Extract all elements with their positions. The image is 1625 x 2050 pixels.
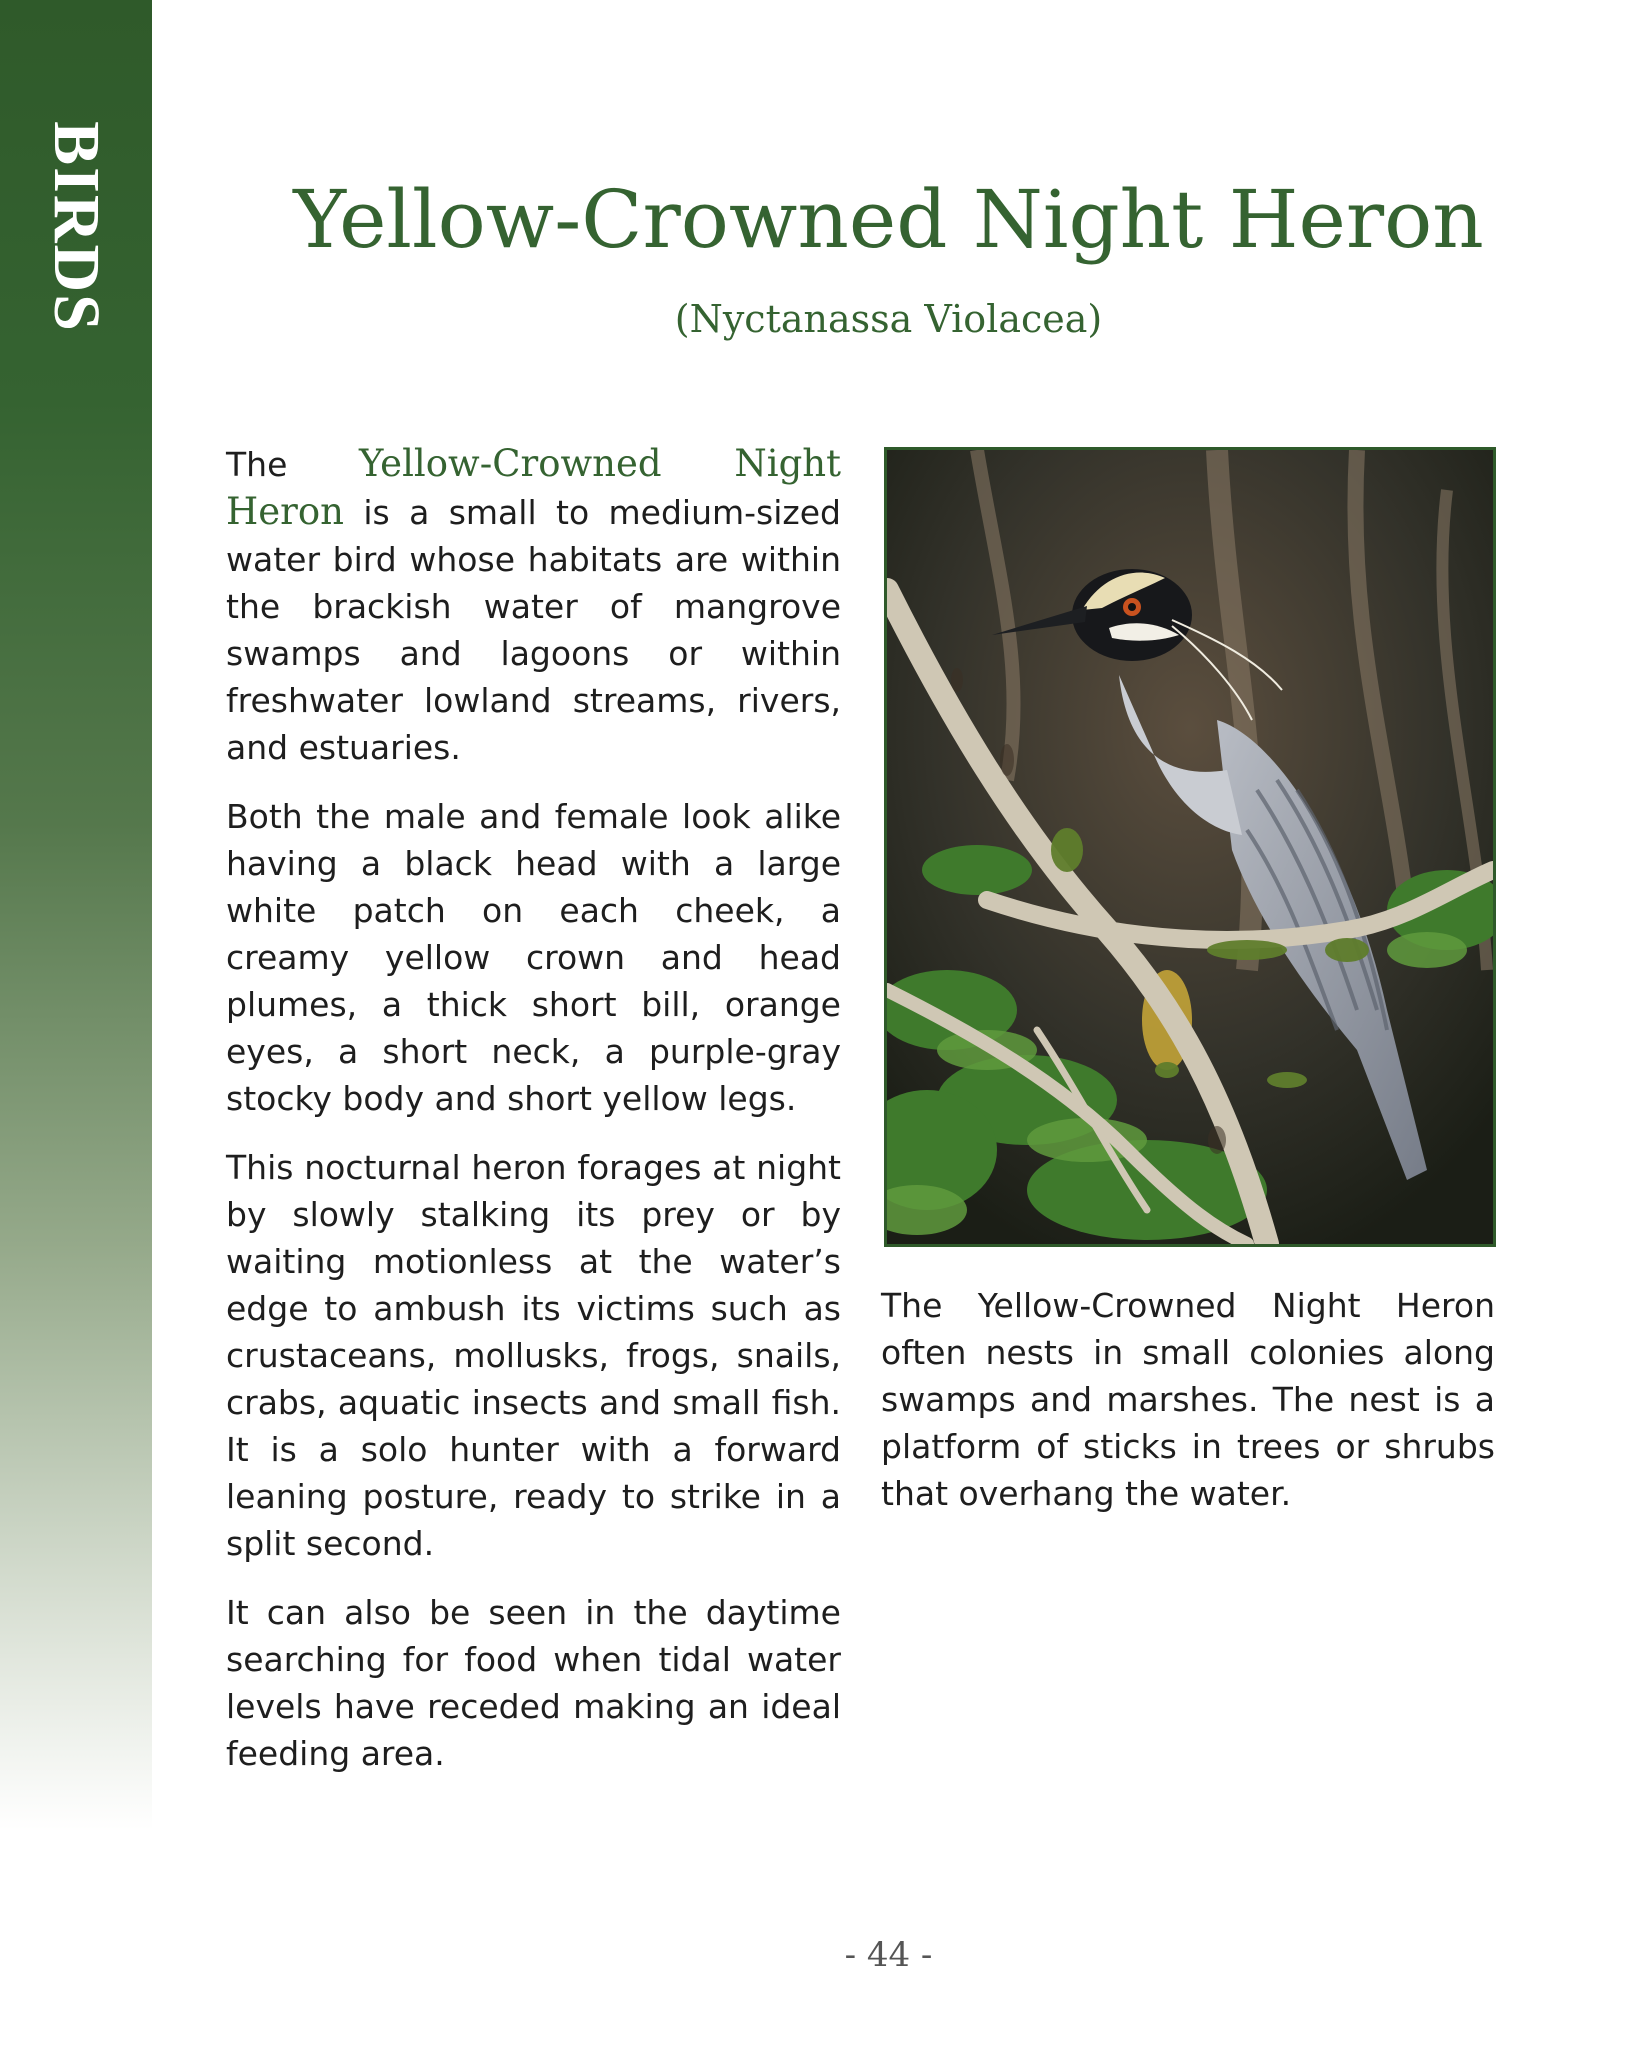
intro-paragraph	[226, 440, 841, 771]
section-label-container	[35, 121, 117, 333]
page-number: - 44 -	[844, 1935, 933, 1975]
species-name-highlight: Yellow-Crowned Night Heron	[226, 442, 841, 533]
section-sidebar	[0, 0, 152, 1830]
heron-photo	[884, 447, 1496, 1247]
article-body	[226, 440, 841, 1799]
foraging-paragraph: This nocturnal heron forages at night by slowly stalking its prey or by waiting motionless at the water’s edge to ambush its victims such as crustaceans, mollusks, frogs, snails, crabs, aquatic insects and small fish. It is a solo hunter with a forward leaning posture, ready to strike in a split second.	[226, 1148, 841, 1563]
daytime-paragraph: It can also be seen in the daytime searching for food when tidal water levels have receded making an ideal feeding area.	[226, 1593, 841, 1773]
photo-caption: The Yellow-Crowned Night Heron often nests in small colonies along swamps and marshes. The nest is a platform of sticks in trees or shrubs that overhang the water.	[881, 1286, 1495, 1513]
page-title: Yellow-Crowned Night Heron	[293, 173, 1484, 266]
description-paragraph: Both the male and female look alike having a black head with a large white patch on each cheek, a creamy yellow crown and head plumes, a thick short bill, orange eyes, a short neck, a purple-gray stocky body and short yellow legs.	[226, 797, 841, 1118]
intro-rest: is a small to medium-sized water bird whose habitats are within the brackish water of mangrove swamps and lagoons or within freshwater lowland streams, rivers, and estuaries.	[226, 493, 841, 767]
scientific-name: (Nyctanassa Violacea)	[674, 297, 1103, 341]
section-label: BIRDS	[40, 121, 113, 333]
intro-prefix: The	[226, 445, 288, 484]
